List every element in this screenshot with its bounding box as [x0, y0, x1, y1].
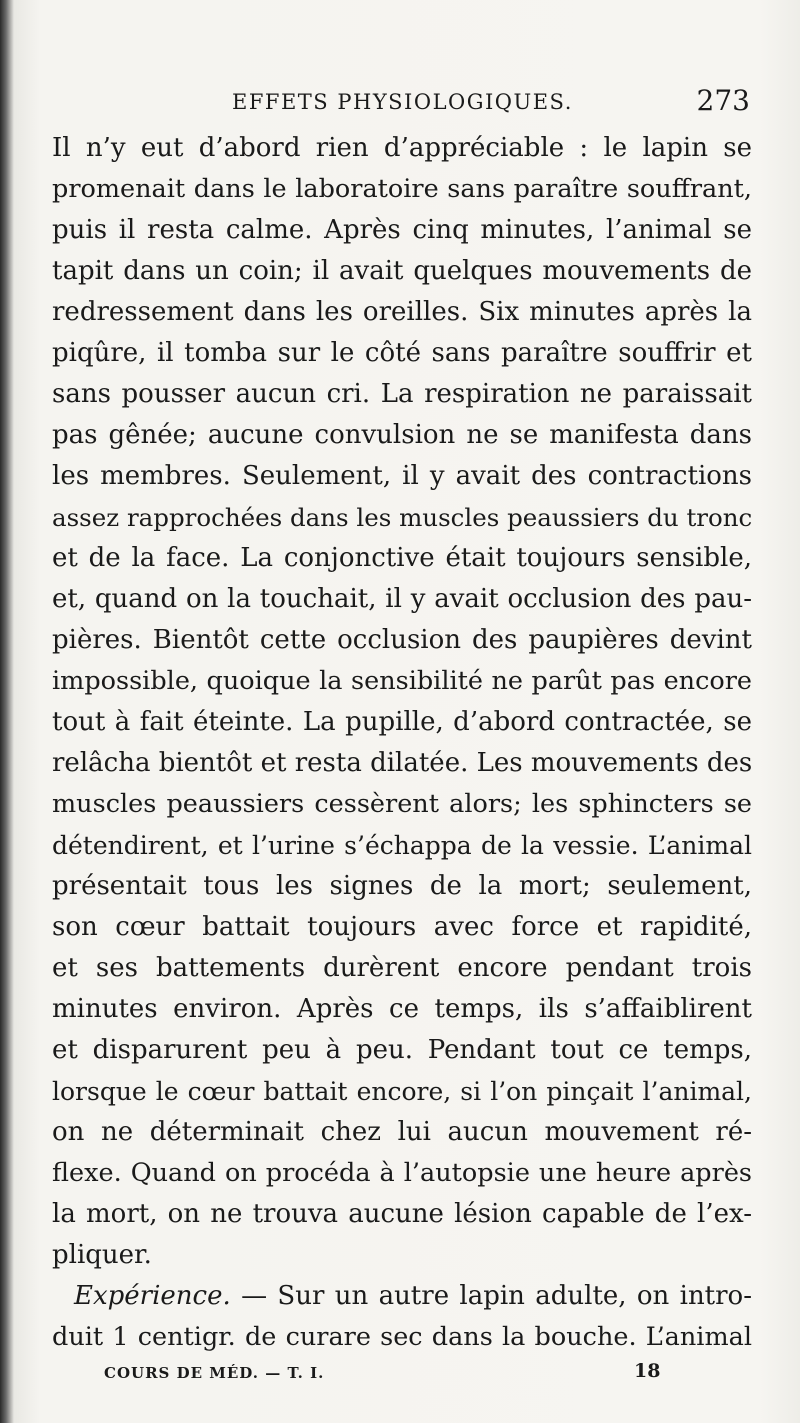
- page-footer: [52, 1360, 752, 1390]
- page-number: 273: [696, 84, 750, 117]
- text-line: relâcha bientôt et resta dilatée. Les mouvements des: [52, 748, 753, 778]
- text-line: assez rapprochées dans les muscles peaussiers du tronc: [52, 503, 753, 532]
- text-line: présentait tous les signes de la mort; seulement,: [52, 871, 752, 901]
- text-line: détendirent, et l’urine s’échappa de la vessie. L’animal: [52, 831, 752, 860]
- text-line: tapit dans un coin; il avait quelques mouvements de: [52, 256, 752, 286]
- text-line: promenait dans le laboratoire sans paraître souffrant,: [52, 174, 752, 204]
- text-line: Il n’y eut d’abord rien d’appréciable : le lapin se: [52, 133, 752, 163]
- text-line: duit 1 centigr. de curare sec dans la bouche. L’animal: [52, 1322, 752, 1352]
- text-line: et disparurent peu à peu. Pendant tout ce temps,: [52, 1035, 752, 1065]
- text-line: minutes environ. Après ce temps, ils s’affaiblirent: [52, 994, 752, 1024]
- text-line: et ses battements durèrent encore pendant trois: [52, 953, 752, 983]
- text-line: impossible, quoique la sensibilité ne parût pas encore: [52, 666, 752, 696]
- text-line: tout à fait éteinte. La pupille, d’abord contractée, se: [52, 707, 752, 737]
- text-line: son cœur battait toujours avec force et rapidité,: [52, 912, 752, 942]
- experience-label: Expérience.: [74, 1281, 231, 1311]
- text-line: pas gênée; aucune convulsion ne se manifesta dans: [52, 420, 752, 450]
- text-line: la mort, on ne trouva aucune lésion capable de l’ex-: [52, 1199, 752, 1229]
- text-line: pières. Bientôt cette occlusion des paupières devint: [52, 625, 752, 655]
- sheet-number: 18: [634, 1360, 661, 1382]
- text-line: piqûre, il tomba sur le côté sans paraître souffrir et: [52, 338, 752, 368]
- running-title: EFFETS PHYSIOLOGIQUES.: [232, 90, 573, 114]
- page-header: [52, 84, 752, 124]
- text-line: puis il resta calme. Après cinq minutes, l’animal se: [52, 215, 752, 245]
- text-line: sans pousser aucun cri. La respiration ne paraissait: [52, 379, 752, 409]
- experience-text: — Sur un autre lapin adulte, on intro-: [230, 1281, 752, 1311]
- text-line: on ne déterminait chez lui aucun mouvement ré-: [52, 1117, 752, 1147]
- body-text: [52, 128, 752, 1358]
- text-line: et de la face. La conjonctive était toujours sensible,: [52, 543, 752, 573]
- text-line: redressement dans les oreilles. Six minutes après la: [52, 297, 752, 327]
- text-line: et, quand on la touchait, il y avait occlusion des pau-: [52, 584, 752, 614]
- text-line: pliquer.: [52, 1240, 152, 1270]
- text-line: flexe. Quand on procéda à l’autopsie une heure après: [52, 1158, 752, 1188]
- printer-signature: COURS DE MÉD. — T. I.: [104, 1364, 325, 1382]
- text-line: lorsque le cœur battait encore, si l’on pinçait l’animal,: [52, 1077, 752, 1106]
- experience-line: [52, 1276, 752, 1317]
- text-line: muscles peaussiers cessèrent alors; les sphincters se: [52, 789, 752, 819]
- text-line: les membres. Seulement, il y avait des contractions: [52, 461, 752, 491]
